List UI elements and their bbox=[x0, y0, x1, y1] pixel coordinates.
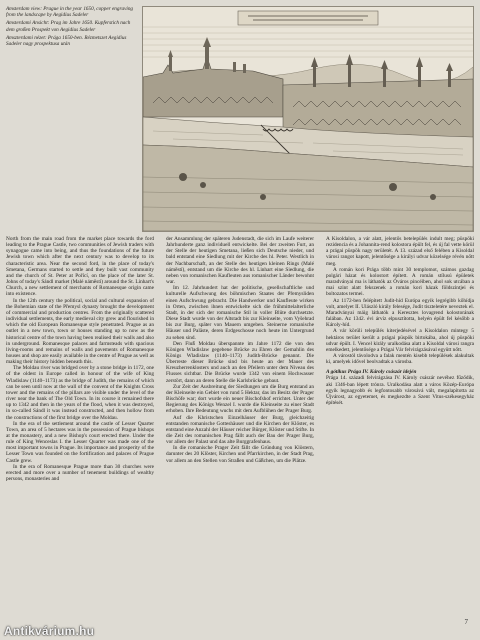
paragraph: Zur Zeit der Ausbreitung der Siedlungen um die Burg entstand an der Kleinseite ein Gebiet von rund 5 Hektar, das im Besitz der Prager Bischöfe war; dort wurde ein neuer Bischofshof errichtet. Unter der Regierung des Königs Wenzel I. wurde die Kleinseite zu einer Stadt erhoben. Ihre Bedeutung wuchs mit dem Aufblühen der Prager Burg. bbox=[166, 383, 314, 415]
section-heading: A gótikus Prága IV. Károly császár idején bbox=[326, 369, 417, 376]
column-german bbox=[166, 236, 314, 464]
image-caption bbox=[6, 6, 138, 49]
paragraph: A román kori Prága több mint 30 templomot, számos gazdag polgári házat és kolostort épített. A román stílusú épületek maradványai ma is láthatók az Óváros pincéiben, ahol sok utcában a mai szint alatt fekszenek a román kori házak földszintjei és boltozatos termei. bbox=[326, 266, 474, 298]
paragraph: Den Fluß Moldau überspannte im Jahre 1172 die von den Königen Wladislaw gegebene Brücke zu Ehren der Gemahlin des Königs Wladislaw (1140–1173) Judith-Brücke genannt. Die Überreste dieser Brücke sind bis heute an der Mauer des Kreuzherrenklosters und auch an den Pfeilern unter dem Niveau des Flusses sichtbar. Die Brücke wurde 1342 von einem Hochwasser zerstört, dann an deren Stelle die Karlsbrücke gebaut. bbox=[166, 340, 314, 384]
paragraph: A várostól távolodva a falak mentén kisebb települések alakultak ki, amelyek idővel beolvadtak a városba. bbox=[326, 352, 474, 366]
paragraph: der Ansammlung der späteren Judenstadt, die sich im Laufe weiterer Jahrhunderte ganz individuell entwickelte. Bei der zweiten Furt, an der Stelle der heutigen Smetana, ließen sich Deutsche nieder, und bald entstand eine Siedlung mit der Kirche des hl. Peter. Westlich in der Nachbarschaft, an der Stelle des heutigen kleinen Rings (Malé náměstí), entstand um die Kirche des hl. Linhart eine Siedlung, die neben von romanischen Kaufleuten aus romanischer Länder bewohnt war. bbox=[166, 236, 314, 286]
watermark: Antikvárium.hu bbox=[4, 624, 95, 638]
column-hungarian bbox=[326, 236, 474, 406]
paragraph: Auf die Khristschen Einzelhäuser der Burg, gleichzeitig entstanden romanische Gotteshäuser und die Kirchen der Klöster, es entstand eine Anzahl der Häuser reicher Bürger, Klöster und Stifte. In die Zeit des romanischen Prag fällt auch der Bau der Prager Burg, vor allem der Palast und das alte Burggrafenhaus. bbox=[166, 414, 314, 446]
paragraph: A vár körüli település kiterjedésével a Kisoldalon mintegy 5 hektáros terület került a prágai püspök birtokába, ahol új püspöki udvar épült. I. Vencel király uralkodása alatt a Kisoldal városi rangra emelkedett, jelentősége a Prágai Vár felvirágzásával együtt nőtt. bbox=[326, 328, 474, 353]
paragraph: Prága 14. századi felvirágzása IV. Károly császár nevéhez fűződik, aki 1346-ban lépett trónra. Uralkodása alatt a város Közép-Európa egyik legnagyobb és legfontosabb városává vált, megalapította az Újvárost, az egyetemet, és megkezdte a Szent Vitus-székesegyház építését. bbox=[326, 375, 474, 407]
paragraph: In the era of the settlement around the castle of Lesser Quarter Town, an area of 5 hectares was in the possession of Prague bishops at the monastery, and a new Bishop's court erected there. Under the rule of King Wenceslas I. the Lesser Quarter was made one of the most important towns in Prague. Its importance and prosperity of the Lesser Town was founded on the fortification and palaces of Prague Castle grew. bbox=[6, 420, 154, 464]
paragraph: A Kisoldalon, a vár alatt, jelentős betelepülés indult meg; püspöki rezidencia és a Johannita-rend kolostora épült fel, és új fal vette körül a prágai püspök nagy területét. A 13. század első felében a Kisoldal városi rangot kapott, jelentősége a királyi udvar közelsége révén nőtt meg. bbox=[326, 236, 474, 267]
paragraph: Im 12. Jahrhundert hat der politische, gesellschaftliche und kulturelle Aufschwung des böhmischen Staates der Přemysliden einen Aufschwung gebracht. Die Handwerker und Kaufleute wirken in Orten, zwischen ihnen entwickelte sich die frühmittelalterliche Stadt, in der sich der romanische Stil in voller Blüte durchsetzte. Diese Stadt wurde von der Altstadt bis zur Kleinseite, vom Vyšehrad bis zur Burg, später von Mauern umgeben. Steinerne romanische Häuser und Paläste, deren Erdgeschosse noch heute im Untergrund zu sehen sind. bbox=[166, 285, 314, 341]
paragraph: The Moldau river was bridged over by a stone bridge in 1172, one of the oldest in Europe called in honour of the wife of King Wladislaw (1140–1173) as the bridge of Judith, the remains of which can be seen until now at the wall of the convent of the Knights Cross tower and the remains of the pillars are visible under the level of the river near the bank of The Old Town. In its course it remained there up to 1342 and then in the years of the flood, when it was destroyed, in so-called Sándl it was instead constructed, and then hollow from the constructions of the first bridge over the Moldau. bbox=[6, 365, 154, 421]
paragraph: In the 12th century the political, social and cultural expansion of the Bohemian state of the Přemysl dynasty brought the development of commercial and production centres. From the originally scattered individual settlements, the early medieval city grew and flourished in which the old European Romanesque style penetrated. Prague as an outlet in a new town, town or houses standing up to now as the historical centre of the town having been realised their walls and also in underground. Romanesque palaces and farmsteads with spacious living-rooms and remains of walls and pavements of Romanesque houses and shop are easily available in the centre of Prague as well as making their history hidden beneath this. bbox=[6, 297, 154, 366]
paragraph: In the era of Romanesque Prague more than 30 churches were erected and more over a number of tenement buildings of wealthy persons, monasteries and bbox=[6, 463, 154, 483]
column-english bbox=[6, 236, 154, 482]
caption-english: Amsterdam view: Prague in the year 1650, copper engraving from the landscape by Aegidius Sadeler bbox=[6, 6, 134, 19]
caption-hungarian: Amszterdami nézet: Prága 1650-ben. Rézmetszet Aegidius Sadeler nagy prospektusa után bbox=[6, 34, 127, 48]
paragraph: Az 1172-ben felépített Judit-híd Európa egyik legrégibb kőhídja volt, amelyet II. Ulászló király felesége, Judit tiszteletére neveztek el. Maradványai máig láthatók a Keresztes lovagrend kolostorának falában. Az 1342. évi árvíz elpusztította, helyén épült fel később a Károly-híd. bbox=[326, 297, 474, 329]
prague-engraving-image bbox=[142, 6, 474, 232]
paragraph: North from the main road from the market place towards the ford leading to the Prague Castle, two communities of Jewish traders with synagogue came into being, and thus the foundations of the future Jewish town which after the next century was to develop to its characteristic area. Near the second ford, in the place of today's Smetana, Germans started to settle and they built vast community and the church of St. Peter at Pořící, on the place of the later St. Johns of today's Sándl market (Malé náměstí) around the St. Linhart's Church, a new settlement of merchants of Romanesque origin came into existence. bbox=[6, 236, 154, 298]
paragraph: In die romanische Prager Zeit fällt die Gründung von Klöstern, darunter des 20 Klöster, Kirchen und Pfarrkirchen, in der Stadt Prag, vor allem an den Stellen von Straßen und Gäßchen, um die Plätze. bbox=[166, 445, 314, 464]
page-number: 7 bbox=[464, 618, 468, 626]
caption-german: Amsterdami Ansicht: Prag im Jahre 1650. Kupferstich nach dem großen Prospekt von Aegidius Sadeler bbox=[6, 20, 131, 33]
engraving-drawing bbox=[143, 7, 473, 231]
